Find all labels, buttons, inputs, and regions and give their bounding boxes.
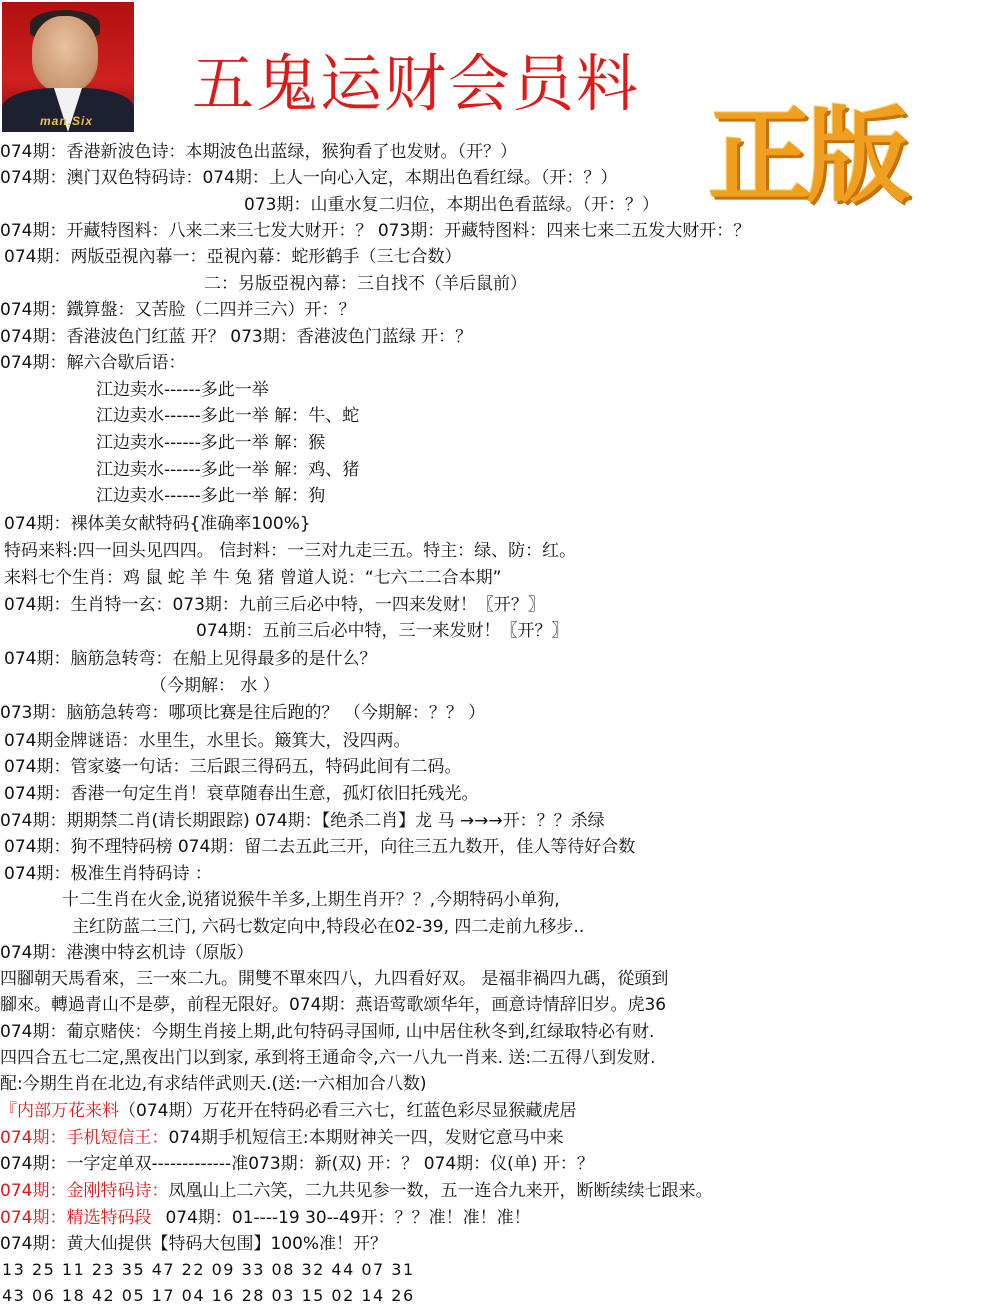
text-line: 四四合五七二定,黑夜出门以到家, 承到将王通命令,六一八九一肖来. 送:二五得八到发财. (0, 1048, 656, 1068)
text-line: 江边卖水------多此一举 解：狗 (96, 486, 326, 506)
text-line: 二：另版亞視內幕：三自找不（羊后鼠前） (204, 274, 527, 294)
text-line: 特码来料:四一回头见四四。 信封料：一三对九走三五。特主：绿、防：红。 (4, 541, 577, 561)
text-segment: 074期手机短信王:本期财神关一四，发财它意马中来 (168, 1128, 564, 1148)
number-row: 13 25 11 23 35 47 22 09 33 08 32 44 07 31 (2, 1260, 415, 1279)
text-line: 江边卖水------多此一举 解：猴 (96, 433, 326, 453)
page-title: 五鬼运财会员料 (192, 47, 641, 120)
text-line: 074期：香港波色门红蓝 开？ 073期：香港波色门蓝绿 开：？ (0, 327, 473, 347)
text-line: 074期：五前三后必中特，三一来发财！〖开？〗 (196, 621, 569, 641)
text-line: 073期：山重水复二归位，本期出色看蓝绿。（开：？） (244, 195, 659, 215)
text-line: 江边卖水------多此一举 解：牛、蛇 (96, 406, 360, 426)
text-line: 074期：开藏特图料：八来二来三七发大财开：？ 073期：开藏特图料：四来七来二五发大财开：？ (0, 221, 751, 241)
text-line: 074期：鐵算盤：又苦脸（二四并三六）开：？ (0, 300, 356, 320)
number-row: 43 06 18 42 05 17 04 16 28 03 15 02 14 26 (2, 1286, 415, 1305)
text-line: 074期金牌谜语：水里生，水里长。簸箕大，没四两。 (4, 731, 411, 751)
text-line: 074期：香港一句定生肖！衰草随春出生意，孤灯依旧托残光。 (4, 784, 479, 804)
text-line: 074期：解六合歇后语： (0, 353, 186, 373)
text-line: 074期：香港新波色诗：本期波色出蓝绿，猴狗看了也发财。（开？） (0, 142, 517, 162)
text-line: 074期：生肖特一玄：073期：九前三后必中特，一四来发财！〖开？〗 (4, 595, 545, 615)
text-line: （今期解： 水 ） (150, 676, 280, 696)
portrait-face (32, 16, 98, 92)
text-line: 074期：一字定单双-------------准073期：新(双) 开：？ 074期：仪(单) 开：？ (0, 1154, 594, 1174)
text-line: 四腳朝天馬看來，三一來二九。開雙不單來四八，九四看好双。 是福非禍四九碼，從頭到 (0, 969, 669, 989)
text-line: 074期：葡京赌侠：今期生肖接上期,此句特码寻国师, 山中居住秋冬到,红绿取特必有财. (0, 1022, 655, 1042)
text-line: 配:今期生肖在北边,有求结伴武则天.(送:一六相加合八数) (0, 1074, 427, 1094)
text-line: 江边卖水------多此一举 (96, 380, 269, 400)
red-label: 074期：手机短信王： (0, 1128, 169, 1148)
red-label: 074期：金刚特码诗： (0, 1181, 169, 1201)
portrait-photo (2, 2, 134, 132)
text-line: 主红防蓝二三门, 六码七数定向中,特段必在02-39, 四二走前九移步.. (72, 917, 585, 937)
red-label-line (0, 1128, 564, 1148)
text-line: 074期：狗不理特码榜 074期：留二去五此三开，向往三五九数开，佳人等待好合数 (4, 837, 636, 857)
text-line: 074期：黄大仙提供【特码大包围】100%准！开？ (0, 1234, 388, 1254)
text-line: 来料七个生肖：鸡 鼠 蛇 羊 牛 兔 猪 曾道人说：“七六二二合本期” (4, 568, 502, 588)
red-label: 『内部万花来料 (0, 1101, 119, 1121)
authentic-stamp: 正版 (708, 94, 905, 217)
text-segment: 074期：01----19 30--49开：？？准！准！准！ (165, 1208, 531, 1228)
red-label-line (0, 1208, 531, 1228)
text-line: 074期：裸体美女献特码{准确率100%} (4, 514, 311, 534)
text-line: 074期：港澳中特玄机诗（原版） (0, 943, 254, 963)
text-line: 074期：管家婆一句话：三后跟三得码五，特码此间有二码。 (4, 757, 462, 777)
red-label-line (0, 1181, 712, 1201)
text-line: 074期：脑筋急转弯：在船上见得最多的是什么？ (4, 649, 377, 669)
text-line: 腳來。轉過青山不是夢，前程无限好。074期：燕语莺歌颂华年，画意诗情辞旧岁。虎36 (0, 995, 667, 1015)
red-label-line (0, 1101, 576, 1121)
text-line: 074期：澳门双色特码诗：074期：上人一向心入定，本期出色看红绿。（开：？） (0, 168, 618, 188)
text-line: 074期：极准生肖特码诗 ： (4, 864, 212, 884)
text-segment: 凤凰山上二六笑，二九共见参一数，五一连合九来开，断断续续七跟来。 (168, 1181, 713, 1201)
text-line: 073期：脑筋急转弯：哪项比赛是往后跑的？ （今期解：？？ ） (0, 703, 486, 723)
text-line: 江边卖水------多此一举 解：鸡、猪 (96, 460, 360, 480)
red-label: 074期：精选特码段 (0, 1208, 152, 1228)
text-segment: （074期）万花开在特码必看三六七，红蓝色彩尽显猴藏虎居 (119, 1101, 577, 1121)
photo-watermark: man.Six (40, 114, 94, 128)
text-line: 十二生肖在火金,说猪说猴牛羊多,上期生肖开？？,今期特码小单狗, (62, 890, 560, 910)
text-line: 074期：期期禁二肖(请长期跟踪) 074期：【绝杀二肖】龙 马 →→→开：？？杀绿 (0, 811, 605, 831)
text-line: 074期：两版亞視內幕一：亞視內幕：蛇形鹤手（三七合数） (4, 247, 462, 267)
